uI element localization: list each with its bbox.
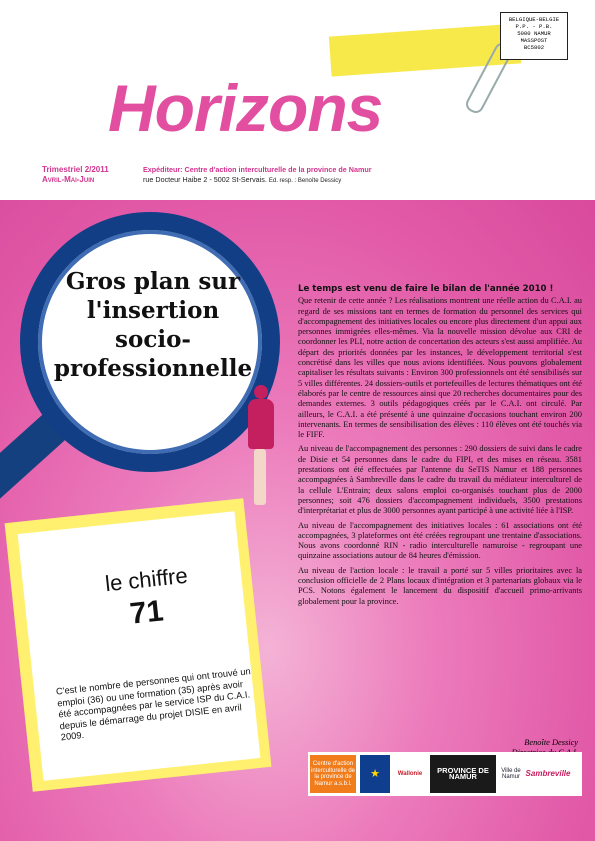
chiffre-text: C'est le nombre de personnes qui ont trouvé un emploi (36) ou une formation (35) après avoir été accompagnées par le service ISP du C.A.I. depuis le démarrage du projet DISIE en avril 2009. <box>55 666 252 743</box>
article-paragraph: Au niveau de l'accompagnement des initiatives locales : 61 associations ont été accompagnées, 3 plateformes ont été créées regroupant une trentaine d'associations. Nous avons coordonné RIN - radio interculturelle namuroise - regroupant une quinzaine associations autour de 84 heures d'émission. <box>298 520 582 561</box>
sambreville-logo: Sambreville <box>525 768 571 778</box>
eu-flag-icon: ★ <box>360 755 390 793</box>
note-card <box>18 511 261 780</box>
stamp-line: 5000 NAMUR <box>517 30 551 37</box>
article-paragraph: Au niveau de l'accompagnement des personnes : 290 dossiers de suivi dans le cadre de Disie et 54 personnes dans le cadre du FIPI, et des mises en réseau. 3581 prestations ont été effectuées par l'antenne du SeTIS Namur et 188 personnes accompagnées à Sambreville dans le cadre du travail du médiateur interculturel de la cellule L'Entrain; deux salons emploi co-organisés touchant plus de 2000 personnes; soit 476 dossiers d'accompagnement individuels, 3500 prestations d'interprétariat et plus de 3000 personnes ayant participé à une activité liée à l'ISP. <box>298 444 582 516</box>
sender-address: rue Docteur Haibe 2 - 5002 St-Servais. <box>143 175 267 184</box>
article-paragraph: Au niveau de l'action locale : le travail a porté sur 5 villes prioritaires avec la conclusion officielle de 2 Plans locaux d'intégration et 3 partenariats globaux via le PCS. Notons également le lancement du dispositif d'accueil primo-arrivants globalement pour la province. <box>298 565 582 606</box>
partner-logos <box>308 752 582 796</box>
person-figure-icon <box>240 385 280 505</box>
article-paragraph: Que retenir de cette année ? Les réalisations montrent une réelle action du C.A.I. au regard de ses missions tant en termes de formation du personnel des services qui d'accompagnement des initiatives locales ou encore plus directement d'un appui aux personnes immigrées elles-mêmes. Via la nouvelle mission dévolue aux CRI de coordonner les PLI, notre action de concertation des acteurs s'est aussi amplifiée. Au départ des priorités données par les instances, le développement territorial s'est concrétisé dans les villes que nous avions identifiées. Nous pouvons globalement capitaliser les résultats suivants : Environ 300 professionnels ont été sensibilisés sur 5 villes différentes. 24 dossiers-outils et portefeuilles de lectures thématiques ont été élaborés par le centre de ressources ainsi que 20 recherches documentaires pour des demandes externes. 3 outils pédagogiques créés par le C.A.I. ont circulé. Par ailleurs, le C.A.I. a été présenté à une quinzaine d'occasions touchant environ 200 intervenants. En termes de sensibilisation des élèves : 110 élèves ont été touchés via le FIFF. <box>298 296 582 440</box>
stamp-line: BELGIQUE-BELGIE <box>508 16 560 23</box>
sender-responsible: Ed. resp. : Benoîte Dessicy <box>268 178 342 184</box>
article-heading: Le temps est venu de faire le bilan de l'année 2010 ! <box>298 284 554 294</box>
issue-info <box>42 165 109 185</box>
province-namur-logo: PROVINCE DE NAMUR <box>430 755 496 793</box>
stamp-line: MASSPOST <box>520 37 548 44</box>
sender-block <box>143 165 423 186</box>
stamp-line: BC5802 <box>523 44 545 51</box>
issue-number: Trimestriel 2/2011 <box>42 165 109 174</box>
sender-label: Expéditeur: Centre d'action interculturelle de la province de Namur <box>143 165 372 174</box>
issue-period: Avril-Mai-Juin <box>42 175 95 184</box>
cai-logo: Centre d'action interculturelle de la province de Namur a.s.b.l. <box>310 755 356 793</box>
postage-stamp <box>500 12 568 60</box>
chiffre-label: le chiffre <box>103 562 189 597</box>
chiffre-number: 71 <box>128 594 165 631</box>
editorial-article <box>298 284 582 611</box>
cover-headline: Gros plan sur l'insertion socio-professionnelle <box>53 268 253 382</box>
signature-name: Benoîte Dessicy <box>524 738 578 747</box>
ville-namur-logo: Ville de Namur <box>501 767 521 780</box>
stamp-line: P.P. - P.B. <box>515 23 553 30</box>
magazine-title: Horizons <box>108 71 383 145</box>
wallonie-logo: Wallonie <box>397 770 423 777</box>
